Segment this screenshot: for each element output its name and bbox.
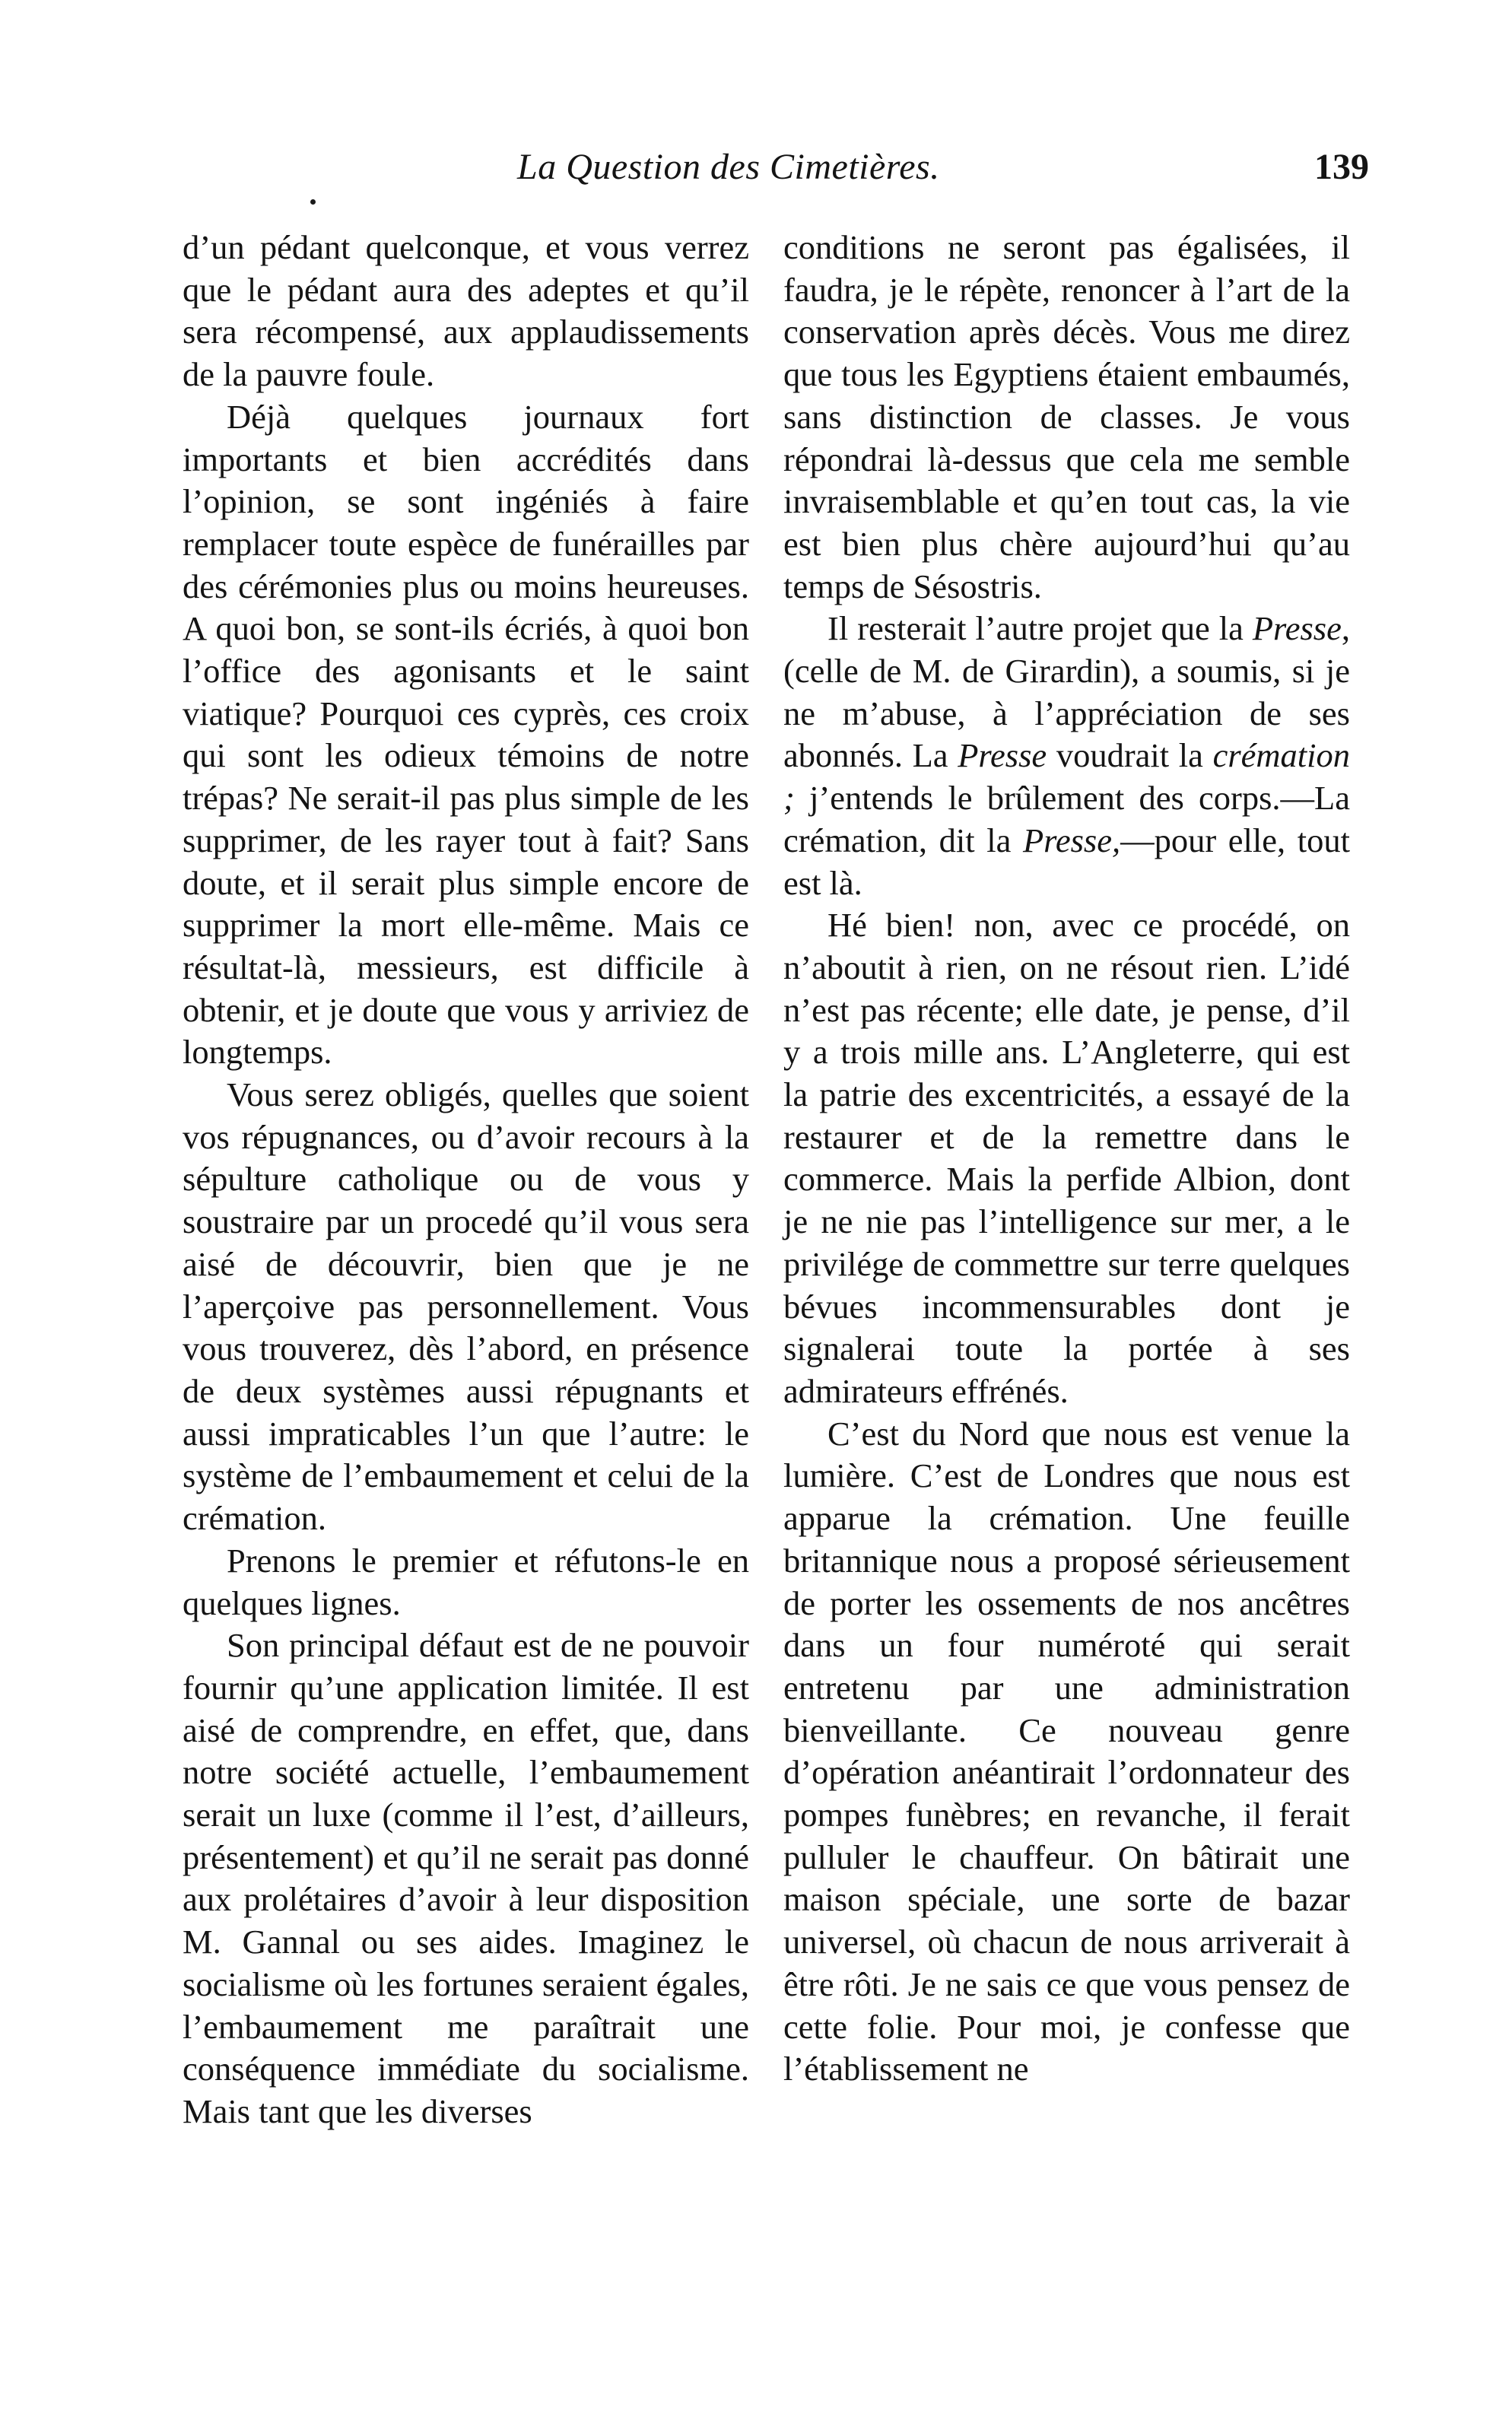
print-speck xyxy=(310,199,316,205)
paragraph: Déjà quelques journaux fort importants et bien accrédités dans l’opinion, se sont ingéniés à faire remplacer toute espèce de funérailles par des cérémonies plus ou moins heureuses. A quoi bon, se sont-ils écriés, à quoi bon l’office des agonisants et le saint viatique? Pourquoi ces cyprès, ces croix qui sont les odieux témoins de notre trépas? Ne serait-il pas plus simple de les supprimer, de les rayer tout à fait? Sans doute, et il serait plus simple encore de supprimer la mort elle-même. Mais ce résultat-là, messieurs, est difficile à obtenir, et je doute que vous y arriviez de longtemps. xyxy=(183,397,749,1072)
page-number: 139 xyxy=(1314,147,1369,187)
paragraph: Vous serez obligés, quelles que soient vos répugnances, ou d’avoir recours à la sépulture catholique ou de vous y soustraire par un procedé qu’il vous sera aisé de découvrir, bien que je ne l’aperçoive pas personnellement. Vous vous trouverez, dès l’abord, en présence de deux systèmes aussi répugnants et aussi impraticables l’un que l’autre: le système de l’embaumement et celui de la crémation. xyxy=(183,1075,749,1538)
text-run: , (celle de M. de Girardin), a soumis, si je ne m’abuse, à l’appréciation de ses abonnés. La xyxy=(783,609,1350,775)
italic-title: Presse, xyxy=(1022,821,1121,859)
running-title: La Question des Cimetières. xyxy=(517,147,940,187)
italic-term: crémation ; xyxy=(783,736,1350,818)
running-head xyxy=(183,145,1369,198)
paragraph: Son principal défaut est de ne pouvoir fournir qu’une application limitée. Il est aisé de comprendre, en effet, que, dans notre société actuelle, l’embaumement serait un luxe (comme il l’est, d’ailleurs, présentement) et qu’il ne serait pas donné aux prolétaires d’avoir à leur disposition M. Gannal ou ses aides. Imaginez le socialisme où les fortunes seraient égales, l’embaumement me paraîtrait une conséquence immédiate du socialisme. Mais tant que les diverses xyxy=(183,1626,749,2130)
paragraph-presse xyxy=(783,608,1350,904)
paragraph: Hé bien! non, avec ce procédé, on n’aboutit à rien, on ne résout rien. L’idé n’est pas récente; elle date, je pense, d’il y a trois mille ans. L’Angleterre, qui est la patrie des excentricités, a essayé de la restaurer et de la remettre dans le commerce. Mais la perfide Albion, dont je ne nie pas l’intelligence sur mer, a le privilége de commettre sur terre quelques bévues incommensurables dont je signalerai toute la portée à ses admirateurs effrénés. xyxy=(783,906,1350,1410)
paragraph: d’un pédant quelconque, et vous verrez que le pédant aura des adeptes et qu’il sera récompensé, aux applaudissements de la pauvre foule. xyxy=(183,228,749,394)
text-run: j’entends le brûlement des corps.—La crémation, dit la xyxy=(783,779,1350,859)
italic-title: Presse xyxy=(958,736,1047,775)
paragraph: C’est du Nord que nous est venue la lumière. C’est de Londres que nous est apparue la crémation. Une feuille britannique nous a proposé sérieusement de porter les ossements de nos ancêtres dans un four numéroté qui serait entretenu par une administration bienveillante. Ce nouveau genre d’opération anéantirait l’ordonnateur des pompes funèbres; en revanche, il ferait pulluler le chauffeur. On bâtirait une maison spéciale, une sorte de bazar universel, où chacun de nous arriverait à être rôti. Je ne sais ce que vous pensez de cette folie. Pour moi, je confesse que l’établissement ne xyxy=(783,1414,1350,2088)
text-run: voudrait la xyxy=(1047,736,1213,775)
left-column xyxy=(183,227,749,2133)
paragraph: Prenons le premier et réfutons-le en quelques lignes. xyxy=(183,1541,749,1622)
italic-title: Presse xyxy=(1252,609,1342,648)
paragraph: conditions ne seront pas égalisées, il faudra, je le répète, renoncer à l’art de la conservation après décès. Vous me direz que tous les Egyptiens étaient embaumés, sans distinction de classes. Je vous répondrai là-dessus que cela me semble invraisemblable et qu’en tout cas, la vie est bien plus chère aujourd’hui qu’au temps de Sésostris. xyxy=(783,228,1350,605)
right-column xyxy=(783,227,1350,2091)
text-run: —pour elle, tout est là. xyxy=(783,821,1350,902)
text-run: Il resterait l’autre projet que la xyxy=(827,609,1253,648)
